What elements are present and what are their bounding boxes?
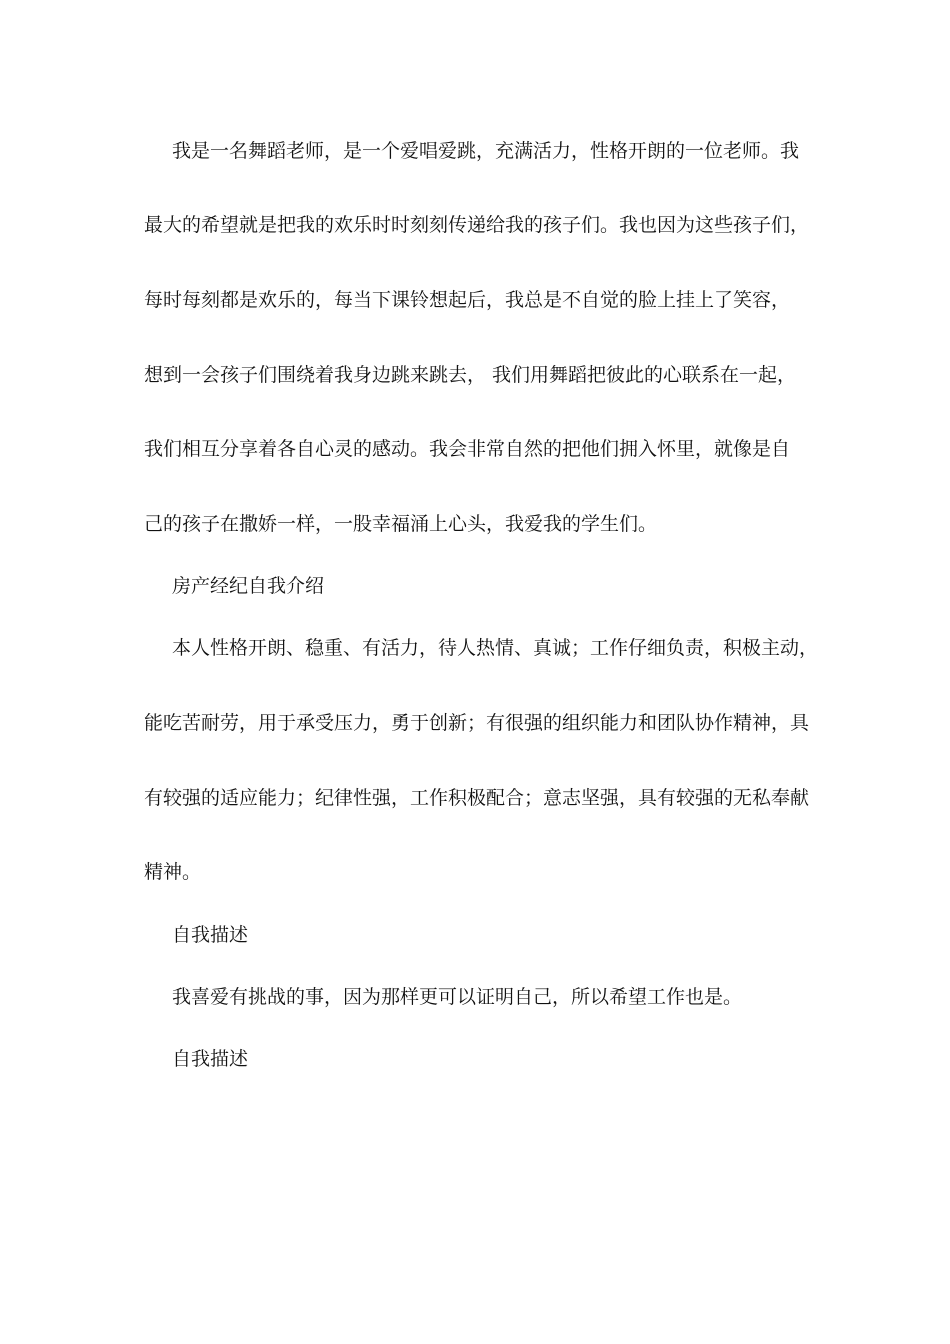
paragraph-line: 本人性格开朗、稳重、有活力，待人热情、真诚；工作仔细负责，积极主动， [172, 637, 819, 659]
paragraph-line: 最大的希望就是把我的欢乐时时刻刻传递给我的孩子们。我也因为这些孩子们， [144, 214, 810, 236]
paragraph-line: 精神。 [144, 861, 202, 883]
section-heading: 自我描述 [172, 924, 249, 946]
paragraph-line: 我是一名舞蹈老师，是一个爱唱爱跳，充满活力，性格开朗的一位老师。我 [172, 140, 800, 162]
paragraph-line: 每时每刻都是欢乐的，每当下课铃想起后，我总是不自觉的脸上挂上了笑容， [144, 289, 791, 311]
section-heading: 房产经纪自我介绍 [172, 575, 325, 597]
paragraph-line: 我喜爱有挑战的事，因为那样更可以证明自己，所以希望工作也是。 [172, 986, 743, 1008]
paragraph-line: 能吃苦耐劳，用于承受压力，勇于创新；有很强的组织能力和团队协作精神，具 [144, 712, 810, 734]
paragraph-line: 想到一会孩子们围绕着我身边跳来跳去， 我们用舞蹈把彼此的心联系在一起， [144, 364, 797, 386]
paragraph-line: 己的孩子在撒娇一样，一股幸福涌上心头，我爱我的学生们。 [144, 513, 658, 535]
section-heading: 自我描述 [172, 1048, 249, 1070]
paragraph-line: 有较强的适应能力；纪律性强，工作积极配合；意志坚强，具有较强的无私奉献 [144, 787, 810, 809]
paragraph-line: 我们相互分享着各自心灵的感动。我会非常自然的把他们拥入怀里，就像是自 [144, 438, 791, 460]
